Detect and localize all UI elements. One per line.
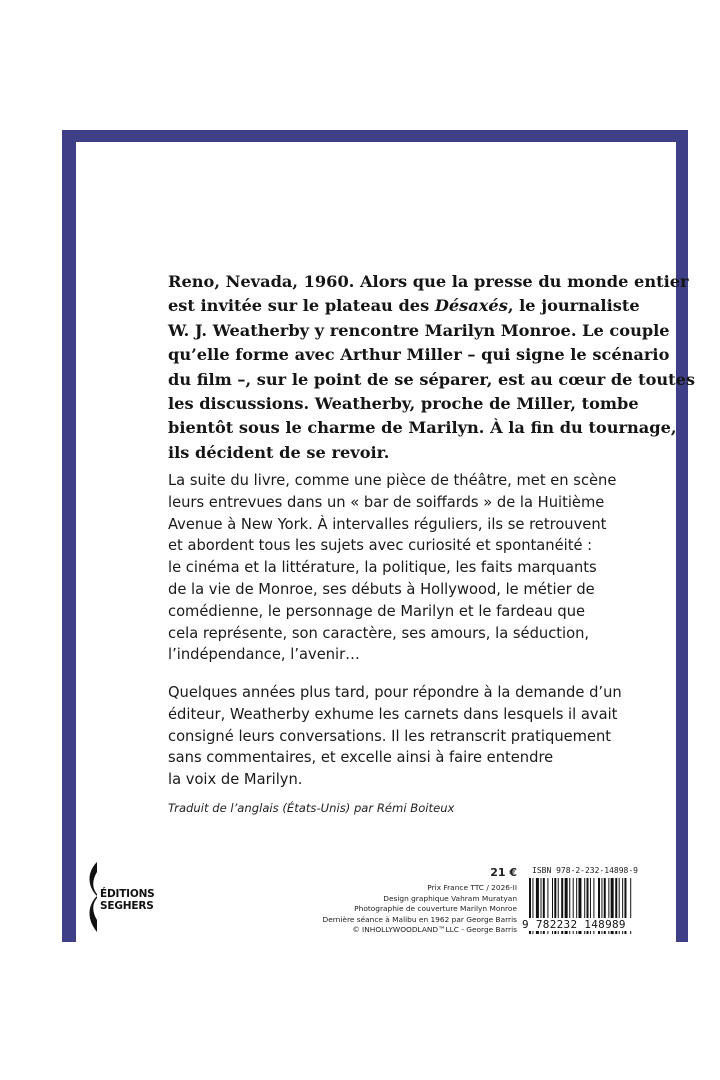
publisher-name	[100, 889, 155, 912]
price: 21 €	[490, 866, 517, 879]
closing-line: la voix de Marilyn.	[168, 771, 303, 789]
summary-paragraph	[168, 470, 638, 666]
publisher-name-line: SEGHERS	[100, 899, 154, 912]
summary-line: l’indépendance, l’avenir…	[168, 646, 360, 664]
intro-line: du film –, sur le point de se séparer, est au cœur de toutes	[168, 369, 696, 389]
closing-line: Quelques années plus tard, pour répondre à la demande d’un	[168, 684, 622, 701]
translator-credit: Traduit de l’anglais (États-Unis) par Rémi Boiteux	[168, 801, 455, 815]
closing-line: sans commentaires, et excelle ainsi à faire entendre	[168, 749, 554, 767]
intro-line: ils décident de se revoir.	[168, 442, 390, 462]
intro-paragraph	[168, 270, 696, 465]
isbn-label: ISBN 978-2-232-14898-9	[532, 866, 638, 875]
summary-line: et abordent tous les sujets avec curiosité et spontanéité :	[168, 537, 593, 555]
credit-line: Design graphique Vahram Muratyan	[383, 893, 517, 903]
publisher-name-line: ÉDITIONS	[100, 888, 155, 900]
credit-line: © INHOLLYWOODLAND™LLC - George Barris	[352, 925, 517, 934]
intro-line: qu’elle forme avec Arthur Miller – qui signe le scénario	[168, 345, 670, 365]
credit-line: Prix France TTC / 2026-II	[427, 883, 517, 892]
credit-line: Dernière séance à Malibu en 1962 par George Barris	[322, 914, 517, 924]
intro-line: est invitée sur le plateau des Désaxés, le journaliste	[168, 296, 640, 316]
intro-line: bientôt sous le charme de Marilyn. À la fin du tournage,	[168, 418, 677, 438]
credits-block	[323, 866, 517, 936]
intro-line: Reno, Nevada, 1960. Alors que la presse du monde entier	[168, 272, 689, 291]
intro-line: les discussions. Weatherby, proche de Miller, tombe	[168, 394, 639, 414]
summary-line: La suite du livre, comme une pièce de théâtre, met en scène	[168, 472, 617, 489]
credit-line: Photographie de couverture Marilyn Monroe	[354, 904, 517, 913]
closing-paragraph	[168, 682, 638, 791]
closing-line: consigné leurs conversations. Il les retranscrit pratiquement	[168, 727, 612, 745]
summary-line: de la vie de Monroe, ses débuts à Hollywood, le métier de	[168, 580, 595, 598]
summary-line: cela représente, son caractère, ses amours, la séduction,	[168, 624, 590, 642]
summary-line: comédienne, le personnage de Marilyn et le fardeau que	[168, 602, 586, 620]
closing-line: éditeur, Weatherby exhume les carnets dans lesquels il avait	[168, 705, 618, 723]
intro-line: W. J. Weatherby y rencontre Marilyn Monroe. Le couple	[168, 320, 670, 340]
summary-line: leurs entrevues dans un « bar de soiffards » de la Huitième	[168, 493, 605, 511]
summary-line: Avenue à New York. À intervalles réguliers, ils se retrouvent	[168, 515, 607, 533]
barcode-number: 9 782232 148989	[520, 918, 676, 931]
summary-line: le cinéma et la littérature, la politique, les faits marquants	[168, 559, 597, 577]
